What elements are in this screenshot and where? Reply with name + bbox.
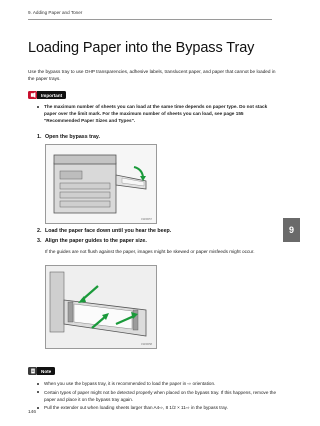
step-number: 1. <box>37 134 42 140</box>
step-2 <box>37 228 171 234</box>
note-list <box>37 380 277 413</box>
important-icon <box>28 91 37 99</box>
figure-code: CWW057 <box>140 218 152 221</box>
important-label-text: Important <box>37 91 66 99</box>
note-item: Pull the extender out when loading sheets larger than A4⇨, 8 1/2 × 11⇨ in the bypass tray. <box>37 404 277 411</box>
chapter-tab: 9 <box>283 218 300 242</box>
copier-illustration-1 <box>46 145 156 223</box>
step-3 <box>37 238 147 244</box>
step-text: Open the bypass tray. <box>45 134 100 140</box>
page-number: 146 <box>28 410 37 415</box>
step-number: 3. <box>37 238 42 244</box>
header-rule <box>28 19 272 20</box>
note-item: When you use the bypass tray, it is recommended to load the paper in ⇨ orientation. <box>37 380 277 387</box>
important-item: The maximum number of sheets you can load at the same time depends on paper type. Do not stack paper over the limit mark. For the maximum number of sheets you can load, see page 155 "Recommended Paper Sizes and Types". <box>37 103 277 125</box>
step-number: 2. <box>37 228 42 234</box>
important-list <box>37 103 277 125</box>
step-text: Align the paper guides to the paper size. <box>45 238 147 244</box>
figure-open-bypass-tray <box>45 144 157 224</box>
bypass-tray-illustration-2 <box>46 266 156 348</box>
figure-align-paper-guides <box>45 265 157 349</box>
running-header: 9. Adding Paper and Toner <box>28 10 83 15</box>
page-title: Loading Paper into the Bypass Tray <box>28 40 255 56</box>
note-icon <box>28 367 37 375</box>
step-1 <box>37 134 100 140</box>
note-label <box>28 367 55 375</box>
note-item: Certain types of paper might not be detected properly when placed on the bypass tray. If this happens, remove the paper and place it on the bypass tray again. <box>37 389 277 403</box>
note-label-text: Note <box>37 367 55 375</box>
intro-paragraph: Use the bypass tray to use OHP transparencies, adhesive labels, translucent paper, and paper that cannot be loaded in the paper trays. <box>28 69 276 82</box>
important-label <box>28 91 66 99</box>
step-text: Load the paper face down until you hear the beep. <box>45 228 172 234</box>
step-3-detail: If the guides are not flush against the paper, images might be skewed or paper misfeeds might occur. <box>45 249 255 254</box>
figure-code: CWW058 <box>140 343 152 346</box>
